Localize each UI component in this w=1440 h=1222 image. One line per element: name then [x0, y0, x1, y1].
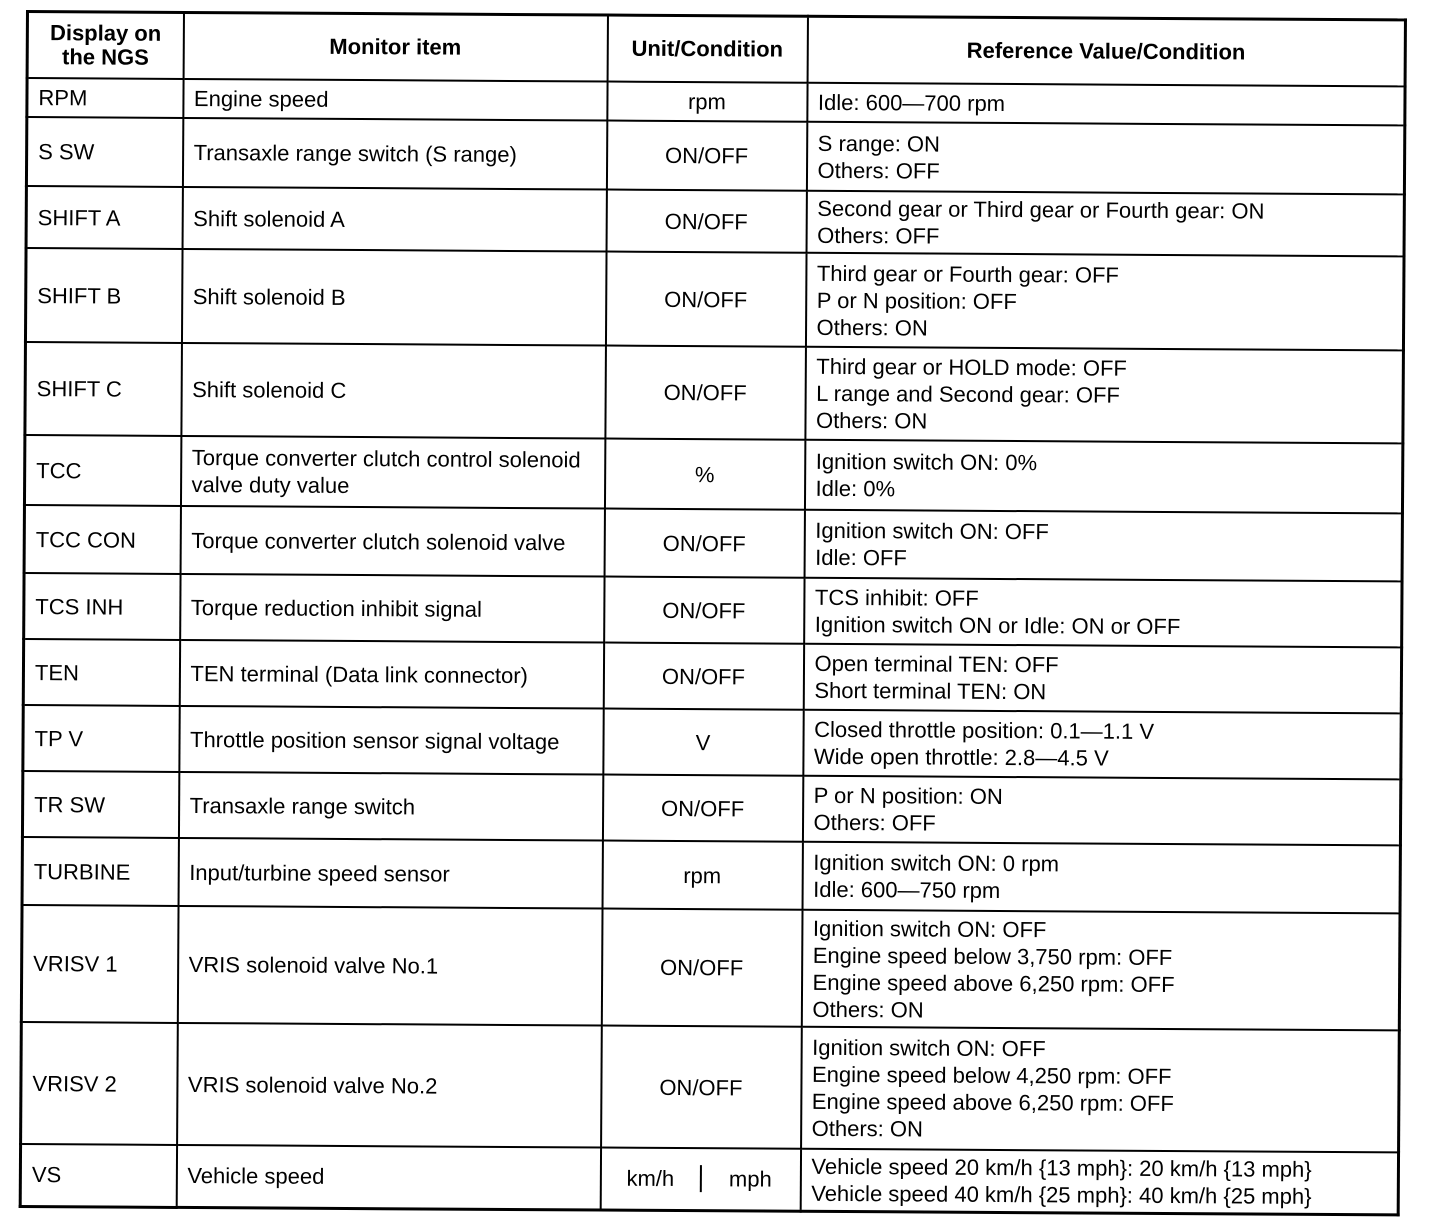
monitor-reference-sheet	[19, 10, 1404, 1216]
display-code-cell: VRISV 1	[21, 905, 178, 1023]
display-code-cell: TEN	[23, 639, 179, 706]
reference-line: P or N position: ON	[813, 782, 1003, 809]
table-row	[22, 837, 1400, 913]
table-row	[21, 905, 1400, 1030]
display-code-cell: RPM	[27, 78, 183, 118]
reference-line: Idle: 600—750 rpm	[813, 876, 1001, 903]
reference-line: Engine speed below 4,250 rpm: OFF	[811, 1061, 1172, 1090]
monitor-item-cell: Torque converter clutch solenoid valve	[180, 506, 604, 577]
reference-line: Vehicle speed 40 km/h {25 mph}: 40 km/h {25 mph}	[811, 1180, 1312, 1209]
monitor-item-cell: Shift solenoid A	[182, 187, 606, 252]
unit-condition-cell: ON/OFF	[604, 509, 804, 578]
unit-condition-cell	[600, 1148, 800, 1211]
monitor-item-cell: Transaxle range switch	[178, 772, 602, 841]
reference-value-cell	[803, 710, 1401, 780]
table-row	[23, 705, 1401, 779]
reference-line: Engine speed below 3,750 rpm: OFF	[812, 942, 1173, 970]
monitor-item-cell: VRIS solenoid valve No.1	[177, 906, 602, 1026]
reference-line: Others: ON	[811, 1115, 924, 1142]
table-row	[25, 342, 1404, 443]
reference-line: Third gear or Fourth gear: OFF	[816, 260, 1119, 288]
reference-line: TCS inhibit: OFF	[814, 584, 979, 611]
header-monitor-item: Monitor item	[183, 12, 607, 81]
monitor-item-cell: Shift solenoid B	[181, 249, 606, 346]
reference-line: Engine speed above 6,250 rpm: OFF	[812, 969, 1175, 997]
unit-condition-cell: rpm	[602, 841, 802, 910]
table-row	[23, 639, 1401, 713]
display-code-cell: SHIFT B	[25, 248, 182, 343]
reference-line: Wide open throttle: 2.8—4.5 V	[813, 743, 1109, 771]
reference-line: Others: OFF	[813, 809, 936, 836]
unit-condition-cell: ON/OFF	[603, 643, 803, 710]
reference-value-cell	[806, 191, 1404, 257]
display-code-cell: VS	[20, 1144, 176, 1207]
reference-line: Engine speed above 6,250 rpm: OFF	[811, 1088, 1174, 1117]
header-reference-value: Reference Value/Condition	[807, 16, 1405, 86]
reference-value-cell	[804, 578, 1402, 648]
reference-value-cell	[805, 347, 1404, 444]
table-row	[26, 117, 1404, 194]
table-row	[22, 771, 1400, 845]
header-unit-condition: Unit/Condition	[607, 15, 807, 83]
unit-condition-cell: ON/OFF	[605, 346, 806, 440]
reference-line: Ignition switch ON or Idle: ON or OFF	[814, 611, 1181, 640]
monitor-item-cell: Throttle position sensor signal voltage	[179, 706, 603, 775]
reference-line: Others: ON	[815, 407, 928, 434]
monitor-item-cell: Shift solenoid C	[181, 343, 606, 439]
unit-condition-cell: V	[603, 709, 803, 776]
display-code-cell: SHIFT C	[25, 342, 182, 436]
reference-value-cell	[800, 1149, 1398, 1215]
table-row	[25, 248, 1404, 350]
unit-condition-cell: rpm	[607, 82, 807, 122]
header-display: Display on the NGS	[27, 12, 183, 79]
reference-value-cell	[805, 253, 1404, 351]
display-code-cell: TCC	[24, 435, 180, 506]
reference-value-cell	[806, 122, 1404, 195]
reference-line: Ignition switch ON: 0 rpm	[813, 849, 1060, 877]
reference-line: Idle: 600—700 rpm	[817, 89, 1006, 116]
unit-condition-cell: ON/OFF	[601, 1026, 802, 1149]
table-row	[24, 573, 1402, 647]
display-code-cell: TCS INH	[24, 573, 180, 640]
monitor-item-cell: Engine speed	[183, 79, 607, 121]
reference-line: Idle: OFF	[815, 544, 907, 571]
reference-line: P or N position: OFF	[816, 287, 1017, 314]
reference-value-cell	[804, 510, 1402, 582]
unit-condition-cell: ON/OFF	[606, 190, 806, 253]
table-row	[21, 1022, 1400, 1152]
display-code-cell: TP V	[23, 705, 179, 772]
monitor-item-cell: Transaxle range switch (S range)	[182, 118, 606, 190]
reference-line: Others: ON	[816, 314, 928, 341]
reference-line: Closed throttle position: 0.1—1.1 V	[814, 716, 1155, 744]
reference-value-cell	[804, 440, 1402, 514]
reference-line: Open terminal TEN: OFF	[814, 650, 1059, 678]
reference-value-cell	[801, 910, 1400, 1031]
display-code-cell: VRISV 2	[21, 1022, 178, 1145]
reference-line: Ignition switch ON: OFF	[815, 517, 1049, 545]
unit-right: mph	[728, 1166, 772, 1192]
reference-line: Third gear or HOLD mode: OFF	[816, 353, 1127, 381]
reference-line: Others: OFF	[817, 222, 940, 249]
reference-line: Ignition switch ON: OFF	[812, 1034, 1046, 1062]
reference-value-cell	[801, 1027, 1400, 1153]
reference-value-cell	[807, 83, 1405, 126]
monitor-item-cell: Torque reduction inhibit signal	[180, 574, 604, 643]
reference-line: Ignition switch ON: OFF	[812, 915, 1047, 942]
display-code-cell: TCC CON	[24, 505, 180, 574]
unit-condition-cell: ON/OFF	[606, 121, 806, 191]
monitor-item-cell: VRIS solenoid valve No.2	[177, 1023, 602, 1148]
monitor-item-cell: Torque converter clutch control solenoid valve duty value	[180, 436, 604, 509]
table-row	[26, 186, 1404, 256]
unit-condition-cell: ON/OFF	[605, 252, 806, 347]
reference-line: Others: ON	[812, 996, 924, 1023]
reference-line: Vehicle speed 20 km/h {13 mph}: 20 km/h {13 mph}	[811, 1153, 1312, 1182]
table-row	[20, 1144, 1398, 1214]
table-body	[20, 78, 1405, 1214]
display-code-cell: SHIFT A	[26, 186, 182, 249]
unit-condition-cell: %	[604, 439, 804, 510]
display-code-cell: S SW	[26, 117, 182, 187]
unit-condition-cell: ON/OFF	[601, 909, 802, 1027]
unit-condition-cell: ON/OFF	[604, 577, 804, 644]
unit-split	[601, 1165, 799, 1193]
display-code-cell: TURBINE	[22, 837, 178, 906]
reference-line: Idle: 0%	[815, 475, 896, 502]
reference-value-cell	[802, 842, 1400, 914]
unit-left: km/h	[601, 1165, 701, 1193]
display-code-cell: TR SW	[22, 771, 178, 838]
reference-line: Others: OFF	[817, 157, 940, 184]
table-row	[24, 505, 1402, 581]
reference-line: Ignition switch ON: 0%	[815, 448, 1038, 476]
header-row	[27, 12, 1405, 87]
table-row	[24, 435, 1402, 513]
reference-value-cell	[802, 776, 1400, 846]
reference-value-cell	[803, 644, 1401, 714]
reference-line: L range and Second gear: OFF	[816, 380, 1120, 408]
reference-line: Second gear or Third gear or Fourth gear: ON	[817, 195, 1265, 224]
monitor-item-cell: Vehicle speed	[176, 1145, 600, 1210]
reference-line: S range: ON	[817, 130, 941, 157]
monitor-reference-table	[19, 10, 1407, 1216]
monitor-item-cell: Input/turbine speed sensor	[178, 838, 602, 909]
unit-condition-cell: ON/OFF	[602, 775, 802, 842]
reference-line: Short terminal TEN: ON	[814, 677, 1047, 705]
monitor-item-cell: TEN terminal (Data link connector)	[179, 640, 603, 709]
